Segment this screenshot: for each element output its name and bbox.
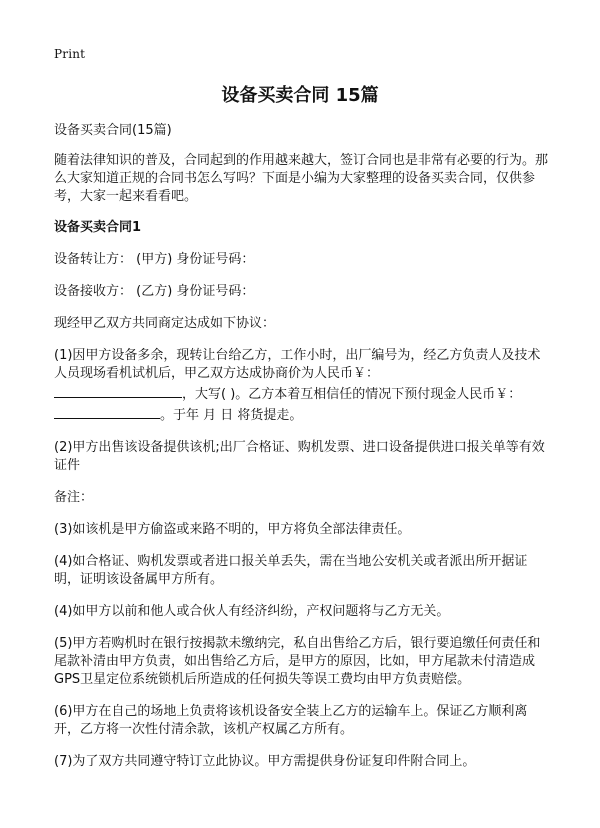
clause-1 — [54, 347, 550, 425]
price-blank — [54, 383, 182, 398]
prepay-blank — [54, 404, 160, 419]
document-title: 设备买卖合同 15篇 — [221, 85, 379, 106]
clause-5: (5)甲方若购机时在银行按揭款未缴纳完，私自出售给乙方后，银行要追缴任何责任和尾款补清由甲方负责，如出售给乙方后，是甲方的原因，比如，甲方尾款未付清造成GPS卫星定位系统锁机后所造成的任何损失等误工费均由甲方负责赔偿。 — [54, 636, 541, 687]
clause-4a: (4)如合格证、购机发票或者进口报关单丢失，需在当地公安机关或者派出所开据证明，证明该设备属甲方所有。 — [54, 554, 528, 587]
print-label[interactable]: Print — [54, 47, 86, 61]
remarks-label: 备注： — [54, 490, 94, 505]
document-body — [54, 122, 550, 785]
section-title: 设备买卖合同1 — [54, 220, 142, 235]
clause-4b: (4)如甲方以前和他人或合伙人有经济纠纷，产权问题将与乙方无关。 — [54, 604, 450, 619]
transferor-line: 设备转让方： (甲方) 身份证号码： — [54, 252, 255, 267]
clause-3: (3)如该机是甲方偷盗或来路不明的，甲方将负全部法律责任。 — [54, 522, 411, 537]
intro-paragraph: 随着法律知识的普及，合同起到的作用越来越大，签订合同也是非常有必要的行为。那么大家知道正规的合同书怎么写吗？下面是小编为大家整理的设备买卖合同，仅供参考，大家一起来看看吧。 — [54, 153, 549, 204]
clause-1-text-a: (1)因甲方设备多余，现转让台给乙方，工作小时，出厂编号为，经乙方负责人及技术人员现场看机试机后，甲乙双方达成协商价为人民币￥： — [54, 348, 541, 381]
clause-6: (6)甲方在自己的场地上负责将该机设备安全装上乙方的运输车上。保证乙方顺利离开，乙方将一次性付清余款，该机产权属乙方所有。 — [54, 704, 528, 737]
clause-1-text-b: ，大写( )。乙方本着互相信任的情况下预付现金人民币￥： — [182, 387, 522, 402]
clause-2: (2)甲方出售该设备提供该机;出厂合格证、购机发票、进口设备提供进口报关单等有效证件 — [54, 440, 545, 473]
clause-1-text-c: 。于年 月 日 将货提走。 — [160, 408, 303, 423]
receiver-line: 设备接收方： (乙方) 身份证号码： — [54, 284, 255, 299]
document-subtitle: 设备买卖合同(15篇) — [54, 123, 172, 138]
agreement-intro: 现经甲乙双方共同商定达成如下协议： — [54, 316, 276, 331]
clause-7: (7)为了双方共同遵守特订立此协议。甲方需提供身份证复印件附合同上。 — [54, 754, 476, 769]
